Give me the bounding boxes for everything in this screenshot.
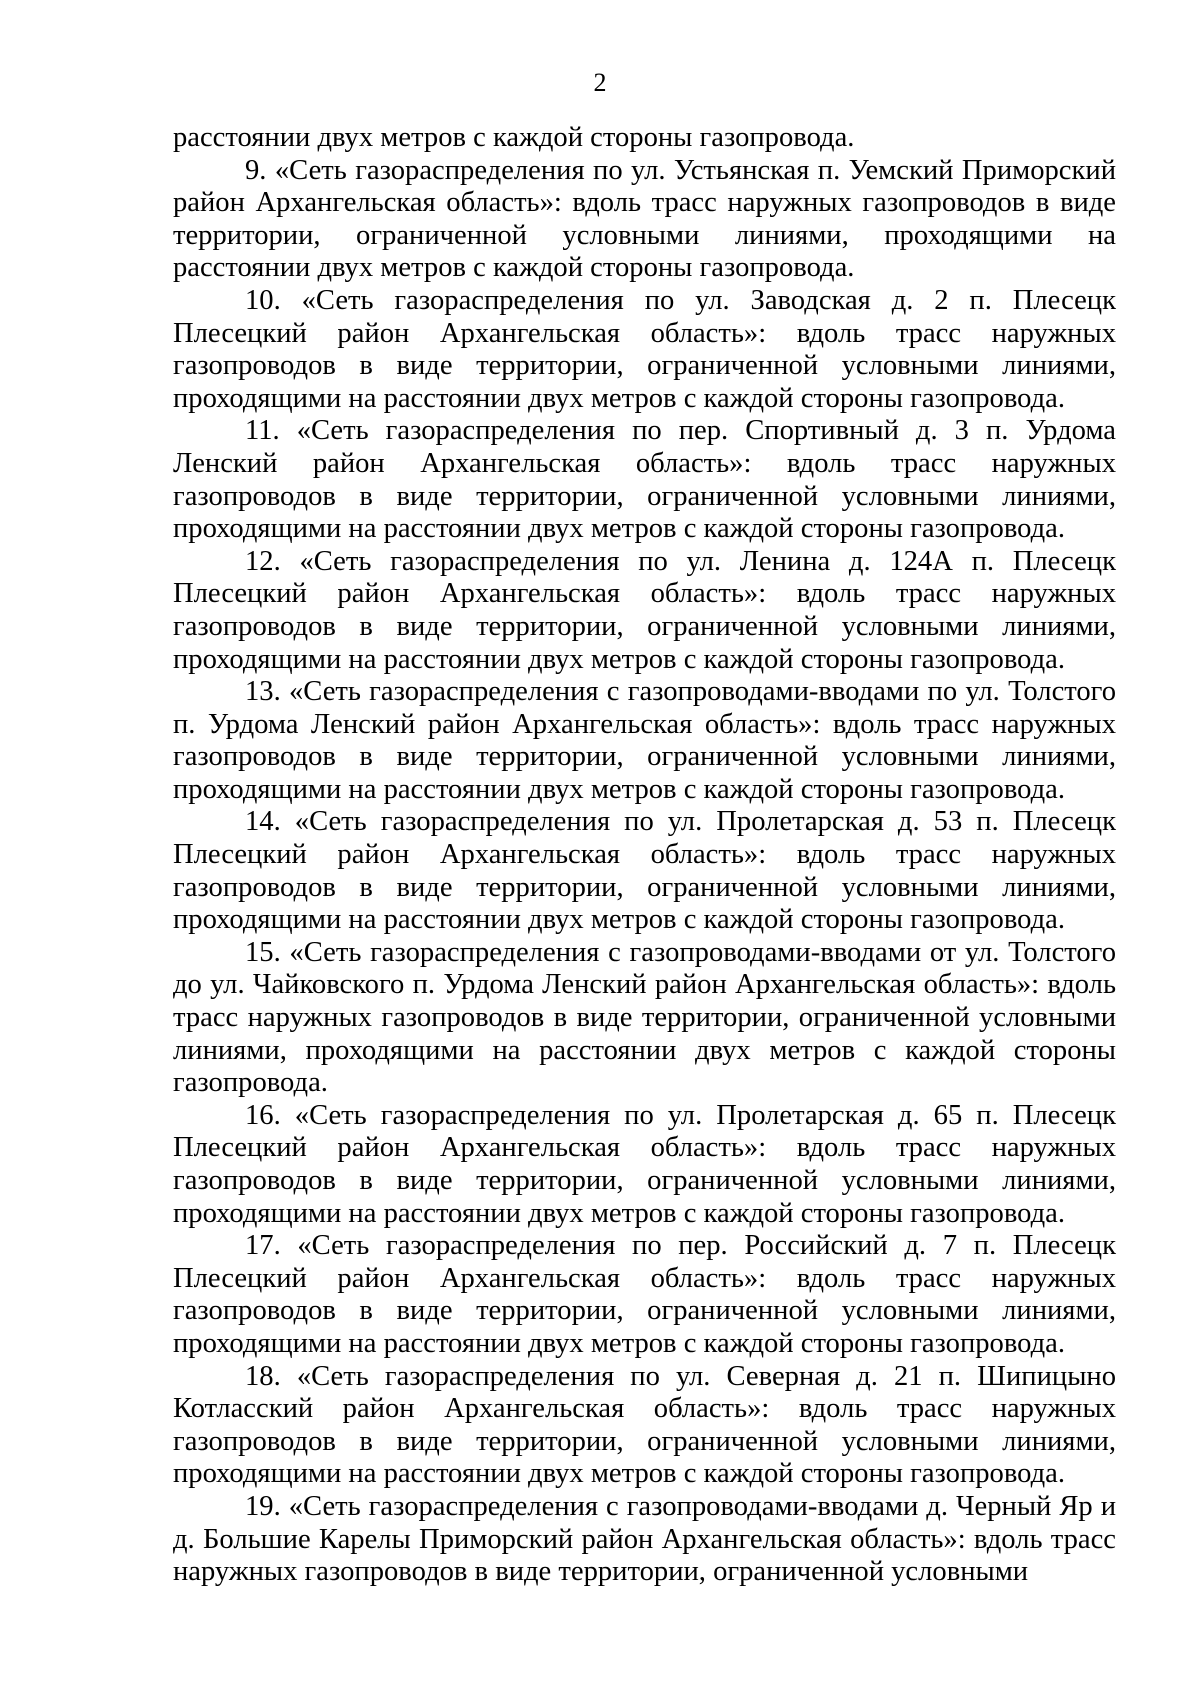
list-item: 14. «Сеть газораспределения по ул. Пролетарская д. 53 п. Плесецк Плесецкий район Архангельская область»: вдоль трасс наружных газопроводов в виде территории, ограниченной условными линиями, проходящими на расстоянии двух метров с каждой стороны газопровода. <box>173 806 1116 936</box>
list-item: 12. «Сеть газораспределения по ул. Ленина д. 124А п. Плесецк Плесецкий район Архангельская область»: вдоль трасс наружных газопроводов в виде территории, ограниченной условными линиями, проходящими на расстоянии двух метров с каждой стороны газопровода. <box>173 545 1116 675</box>
list-item: 19. «Сеть газораспределения с газопроводами-вводами д. Черный Яр и д. Большие Карелы Приморский район Архангельская область»: вдоль трасс наружных газопроводов в виде территории, ограниченной условными <box>173 1490 1116 1588</box>
continuation-paragraph: расстоянии двух метров с каждой стороны газопровода. <box>173 122 855 153</box>
list-item: 15. «Сеть газораспределения с газопроводами-вводами от ул. Толстого до ул. Чайковского п. Урдома Ленский район Архангельская область»: вдоль трасс наружных газопроводов в виде территории, ограниченной условными линиями, проходящими на расстоянии двух метров с каждой стороны газопровода. <box>173 936 1116 1099</box>
document-body <box>173 122 1116 1589</box>
list-item: 11. «Сеть газораспределения по пер. Спортивный д. 3 п. Урдома Ленский район Архангельская область»: вдоль трасс наружных газопроводов в виде территории, ограниченной условными линиями, проходящими на расстоянии двух метров с каждой стороны газопровода. <box>173 415 1116 545</box>
list-item: 17. «Сеть газораспределения по пер. Российский д. 7 п. Плесецк Плесецкий район Архангельская область»: вдоль трасс наружных газопроводов в виде территории, ограниченной условными линиями, проходящими на расстоянии двух метров с каждой стороны газопровода. <box>173 1230 1116 1359</box>
list-item: 18. «Сеть газораспределения по ул. Северная д. 21 п. Шипицыно Котласский район Архангельская область»: вдоль трасс наружных газопроводов в виде территории, ограниченной условными линиями, проходящими на расстоянии двух метров с каждой стороны газопровода. <box>173 1360 1116 1490</box>
page-number: 2 <box>593 68 607 97</box>
list-item: 9. «Сеть газораспределения по ул. Устьянская п. Уемский Приморский район Архангельская область»: вдоль трасс наружных газопроводов в виде территории, ограниченной условными линиями, проходящими на расстоянии двух метров с каждой стороны газопровода. <box>173 154 1116 284</box>
list-item: 10. «Сеть газораспределения по ул. Заводская д. 2 п. Плесецк Плесецкий район Архангельская область»: вдоль трасс наружных газопроводов в виде территории, ограниченной условными линиями, проходящими на расстоянии двух метров с каждой стороны газопровода. <box>173 284 1116 414</box>
list-item: 16. «Сеть газораспределения по ул. Пролетарская д. 65 п. Плесецк Плесецкий район Архангельская область»: вдоль трасс наружных газопроводов в виде территории, ограниченной условными линиями, проходящими на расстоянии двух метров с каждой стороны газопровода. <box>173 1099 1116 1229</box>
list-item: 13. «Сеть газораспределения с газопроводами-вводами по ул. Толстого п. Урдома Ленский район Архангельская область»: вдоль трасс наружных газопроводов в виде территории, ограниченной условными линиями, проходящими на расстоянии двух метров с каждой стороны газопровода. <box>173 676 1116 805</box>
